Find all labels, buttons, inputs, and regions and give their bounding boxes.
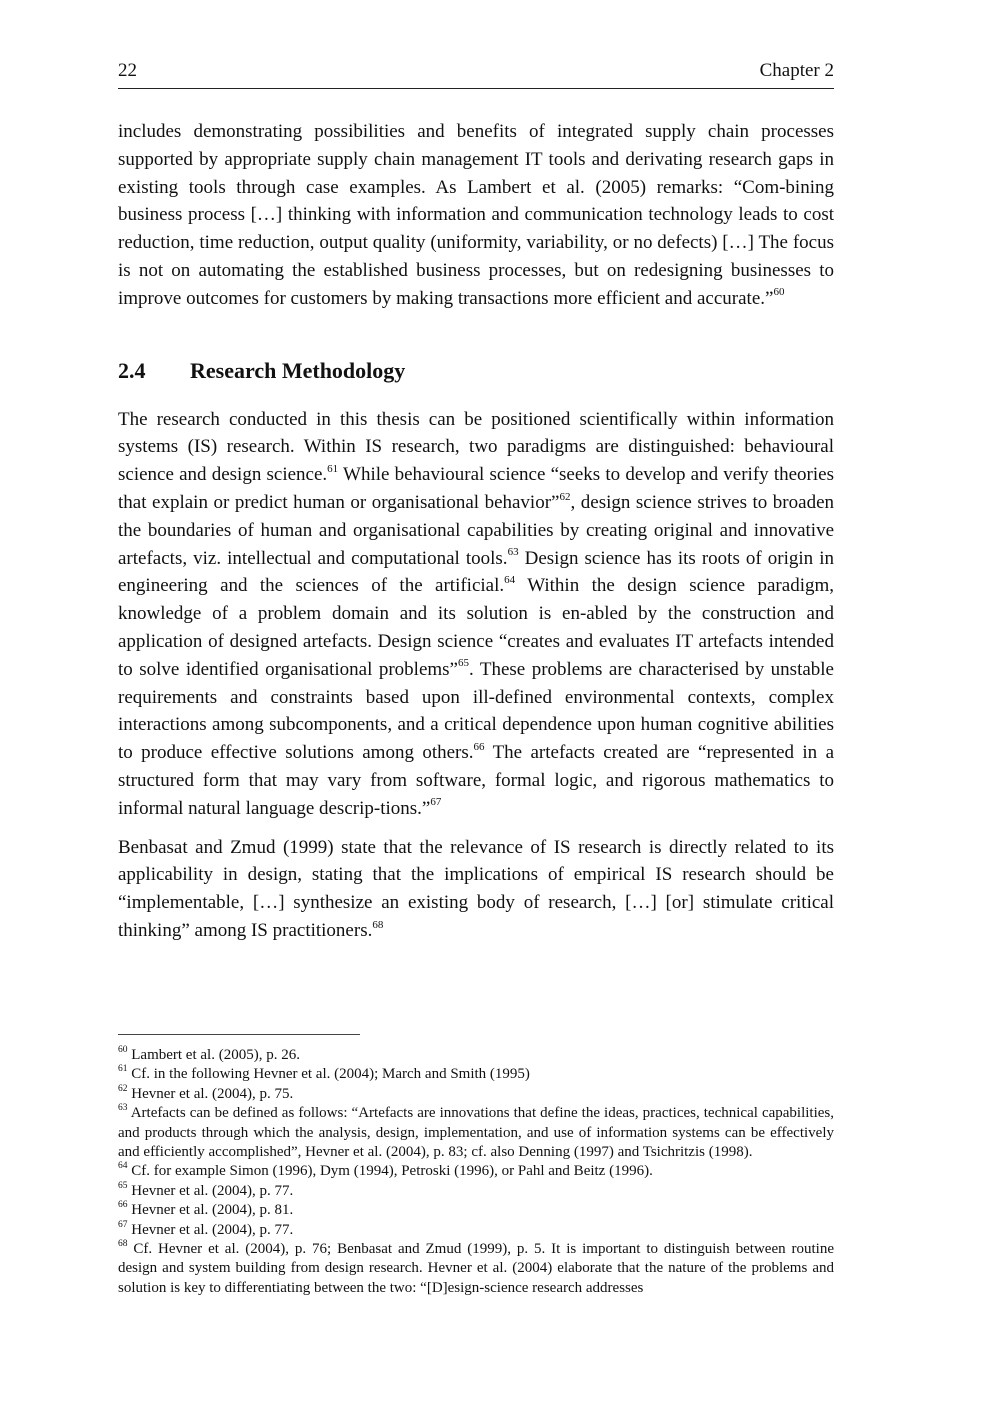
footnote xyxy=(118,1104,834,1162)
footnote-text: Artefacts can be defined as follows: “Artefacts are innovations that define the ideas, practices, technical capabilities, and products through which the analysis, design, implementation, and use of information systems can be effectively and efficiently accomplished”, Hevner et al. (2004), p. 83; cf. also Denning (1997) and Tsichritzis (1998). xyxy=(118,1105,834,1161)
chapter-label: Chapter 2 xyxy=(759,60,834,81)
footnote-number: 67 xyxy=(118,1219,128,1230)
footnote-number: 62 xyxy=(118,1083,128,1094)
paragraph-text: Benbasat and Zmud (1999) state that the relevance of IS research is directly related to its applicability in design, stating that the implications of empirical IS research should be “implementable, […] synthesize an existing body of research, […] [or] stimulate critical thinking” among IS practitioners. xyxy=(118,836,834,941)
paragraph-text: The artefacts created are “represented in a structured form that may vary from software, formal logic, and rigorous mathematics to informal natural language descrip-tions.” xyxy=(118,742,834,819)
footnote-separator xyxy=(118,1034,360,1035)
methodology-paragraph xyxy=(118,406,834,823)
paragraph-text: . These problems are characterised by unstable requirements and constraints based upon ill-defined environmental contexts, complex interactions among subcomponents, and a critical dependence upon human cognitive abilities to produce effective solutions among others. xyxy=(118,658,834,764)
footnote-number: 65 xyxy=(118,1180,128,1191)
footnote-text: Lambert et al. (2005), p. 26. xyxy=(127,1047,300,1063)
footnote xyxy=(118,1240,834,1298)
paragraph-text: Within the design science paradigm, knowledge of a problem domain and its solution is en-abled by the construction and application of designed artefacts. Design science “creates and evaluates IT artefacts intended to solve identified organisational problems” xyxy=(118,575,835,680)
footnote-text: Hevner et al. (2004), p. 77. xyxy=(127,1182,294,1199)
intro-paragraph xyxy=(118,118,834,313)
footnote-ref[interactable]: 68 xyxy=(372,918,384,931)
footnote-number: 61 xyxy=(118,1064,128,1075)
paragraph-text: Design science has its roots of origin in engineering and the sciences of the artificial. xyxy=(118,547,834,597)
section-number: 2.4 xyxy=(118,357,146,383)
page-number: 22 xyxy=(118,60,137,81)
footnote-text: Cf. Hevner et al. (2004), p. 76; Benbasat and Zmud (1999), p. 5. It is important to distinguish between routine design and system building from design research. Hevner et al. (2004) elaborate that the nature of the problems and solution is key to differentiating between the two: “[D]esign-science research addresses xyxy=(118,1241,834,1296)
relevance-paragraph xyxy=(118,834,834,945)
footnote xyxy=(118,1162,834,1181)
section-heading xyxy=(118,356,834,386)
footnote-ref[interactable]: 60 xyxy=(773,286,785,299)
footnote-text: Hevner et al. (2004), p. 75. xyxy=(127,1085,294,1102)
section-title: Research Methodology xyxy=(190,357,406,383)
footnote-ref[interactable]: 67 xyxy=(430,796,442,809)
footnote xyxy=(118,1065,834,1084)
footnotes xyxy=(118,1046,834,1298)
footnote-text: Hevner et al. (2004), p. 81. xyxy=(127,1202,294,1219)
footnote-number: 68 xyxy=(118,1239,128,1250)
footnote-number: 66 xyxy=(118,1200,128,1211)
footnote-ref[interactable]: 66 xyxy=(473,740,485,753)
paragraph-text: While behavioural science “seeks to develop and verify theories that explain or predict human or organisational behavior” xyxy=(118,464,834,513)
footnote-text: Hevner et al. (2004), p. 77. xyxy=(127,1221,294,1238)
footnote-text: Cf. for example Simon (1996), Dym (1994), Petroski (1996), or Pahl and Beitz (1996). xyxy=(127,1163,653,1180)
footnote-text: Cf. in the following Hevner et al. (2004); March and Smith (1995) xyxy=(127,1066,530,1083)
footnote-ref[interactable]: 63 xyxy=(507,546,519,559)
footnote-ref[interactable]: 65 xyxy=(458,657,469,670)
paragraph-text: , design science strives to broaden the boundaries of human and organisational capabilities by creating original and innovative artefacts, viz. intellectual and computational tools. xyxy=(118,491,834,569)
footnote-ref[interactable]: 64 xyxy=(504,574,516,587)
footnote-number: 63 xyxy=(118,1103,128,1114)
paragraph-text: The research conducted in this thesis can be positioned scientifically within information systems (IS) research. Within IS research, two paradigms are distinguished: behavioural science and design science. xyxy=(118,408,834,486)
footnote xyxy=(118,1182,834,1201)
running-header xyxy=(118,58,834,89)
intro-paragraph-text: includes demonstrating possibilities and benefits of integrated supply chain processes supported by appropriate supply chain management IT tools and derivating research gaps in existing tools through case examples. As Lambert et al. (2005) remarks: “Com-bining business process […] thinking with information and communication technology leads to cost reduction, time reduction, output quality (uniformity, variability, or no defects) […] The focus is not on automating the established business processes, but on redesigning businesses to improve outcomes for customers by making transactions more efficient and accurate.” xyxy=(118,121,834,309)
footnote-number: 64 xyxy=(118,1161,128,1172)
footnote-ref[interactable]: 62 xyxy=(559,490,571,503)
footnote-number: 60 xyxy=(118,1045,128,1055)
footnote xyxy=(118,1046,834,1065)
footnote xyxy=(118,1085,834,1104)
footnote xyxy=(118,1221,834,1240)
footnote xyxy=(118,1201,834,1220)
footnote-ref[interactable]: 61 xyxy=(327,462,339,475)
main-body xyxy=(118,118,834,945)
